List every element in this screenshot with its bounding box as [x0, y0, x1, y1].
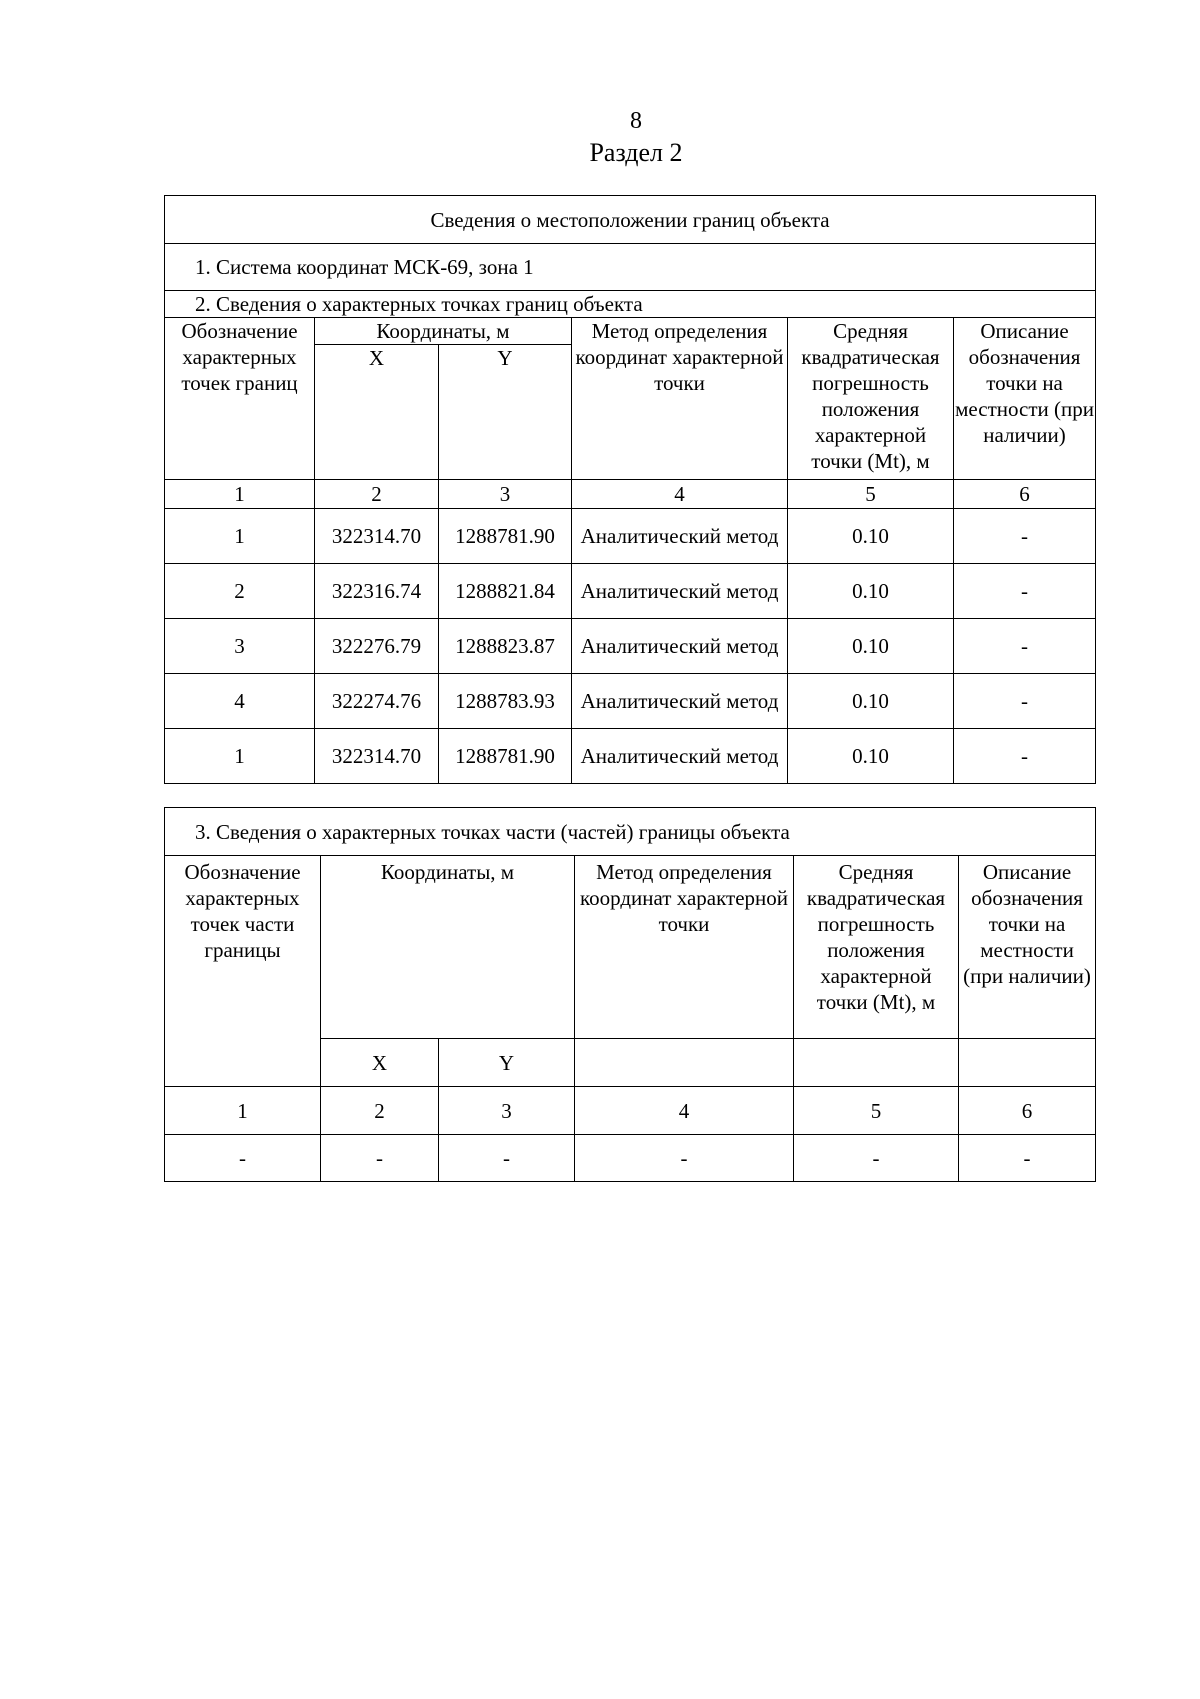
point-description: -: [954, 509, 1096, 564]
point-id: -: [165, 1135, 321, 1182]
error-value: 0.10: [788, 619, 954, 674]
table-title: Сведения о местоположении границ объекта: [165, 196, 1096, 244]
header-error: Средняя квадратическая погрешность положения характерной точки (Mt), м: [794, 856, 959, 1039]
empty-cell: [794, 1039, 959, 1087]
table-row: [165, 509, 1096, 564]
coord-y: -: [439, 1135, 575, 1182]
point-id: 2: [165, 564, 315, 619]
error-value: 0.10: [788, 564, 954, 619]
error-value: -: [794, 1135, 959, 1182]
column-number: 4: [575, 1087, 794, 1135]
table-row: [165, 564, 1096, 619]
empty-cell: [959, 1039, 1096, 1087]
column-number: 1: [165, 480, 315, 509]
coord-system-label: 1. Система координат МСК-69, зона 1: [165, 244, 1096, 291]
table-row: [165, 619, 1096, 674]
coord-x: -: [321, 1135, 439, 1182]
page-number: 8: [630, 108, 642, 134]
empty-cell: [575, 1039, 794, 1087]
point-id: 4: [165, 674, 315, 729]
table-row: [165, 729, 1096, 784]
boundary-points-subtitle: 2. Сведения о характерных точках границ объекта: [165, 291, 1096, 318]
header-y: Y: [439, 345, 572, 480]
column-number: 2: [315, 480, 439, 509]
header-coords: Координаты, м: [315, 318, 572, 345]
header-method: Метод определения координат характерной точки: [572, 318, 788, 480]
error-value: 0.10: [788, 729, 954, 784]
section-title: Раздел 2: [589, 138, 683, 167]
column-number: 3: [439, 1087, 575, 1135]
header-point: Обозначение характерных точек части границы: [165, 856, 321, 1087]
part-points-subtitle: 3. Сведения о характерных точках части (частей) границы объекта: [165, 808, 1096, 856]
coord-x: 322274.76: [315, 674, 439, 729]
header-description: Описание обозначения точки на местности (при наличии): [959, 856, 1096, 1039]
coord-x: 322314.70: [315, 729, 439, 784]
header-description: Описание обозначения точки на местности (при наличии): [954, 318, 1096, 480]
coord-y: 1288823.87: [439, 619, 572, 674]
header-x: X: [315, 345, 439, 480]
column-number: 6: [954, 480, 1096, 509]
header-error: Средняя квадратическая погрешность положения характерной точки (Mt), м: [788, 318, 954, 480]
point-id: 3: [165, 619, 315, 674]
point-id: 1: [165, 509, 315, 564]
coord-y: 1288821.84: [439, 564, 572, 619]
method: Аналитический метод: [572, 509, 788, 564]
point-id: 1: [165, 729, 315, 784]
point-description: -: [954, 674, 1096, 729]
method: Аналитический метод: [572, 729, 788, 784]
point-description: -: [954, 729, 1096, 784]
method: Аналитический метод: [572, 564, 788, 619]
method: Аналитический метод: [572, 619, 788, 674]
coord-x: 322314.70: [315, 509, 439, 564]
boundary-points-table: [164, 195, 1096, 784]
table-row: [165, 1135, 1096, 1182]
column-number: 6: [959, 1087, 1096, 1135]
header-method: Метод определения координат характерной точки: [575, 856, 794, 1039]
point-description: -: [959, 1135, 1096, 1182]
method: -: [575, 1135, 794, 1182]
coord-x: 322316.74: [315, 564, 439, 619]
header-x: X: [321, 1039, 439, 1087]
column-number: 5: [794, 1087, 959, 1135]
coord-x: 322276.79: [315, 619, 439, 674]
column-number: 5: [788, 480, 954, 509]
header-y: Y: [439, 1039, 575, 1087]
coord-y: 1288781.90: [439, 729, 572, 784]
column-number: 1: [165, 1087, 321, 1135]
header-coords: Координаты, м: [321, 856, 575, 1039]
column-number: 4: [572, 480, 788, 509]
column-number: 2: [321, 1087, 439, 1135]
error-value: 0.10: [788, 674, 954, 729]
point-description: -: [954, 564, 1096, 619]
column-number: 3: [439, 480, 572, 509]
point-description: -: [954, 619, 1096, 674]
table-row: [165, 674, 1096, 729]
coord-y: 1288781.90: [439, 509, 572, 564]
coord-y: 1288783.93: [439, 674, 572, 729]
header-point: Обозначение характерных точек границ: [165, 318, 315, 480]
method: Аналитический метод: [572, 674, 788, 729]
part-boundary-points-table: [164, 807, 1096, 1182]
error-value: 0.10: [788, 509, 954, 564]
